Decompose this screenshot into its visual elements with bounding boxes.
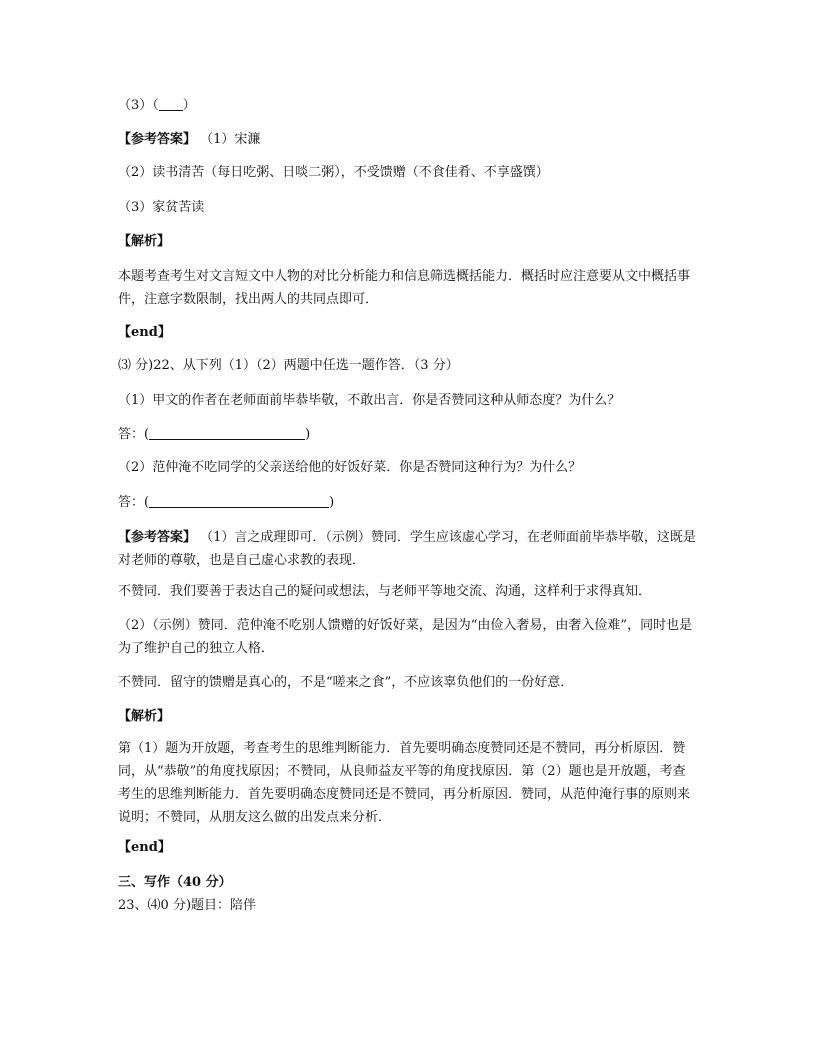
answer-22-line-1	[118, 526, 696, 572]
question-21-sub-3-suffix: ）	[182, 98, 196, 113]
answer-prefix-1: 答：(	[118, 427, 150, 442]
question-22-answer-line-2	[118, 490, 708, 516]
answer-21-line-3: （3）家贫苦读	[118, 200, 205, 215]
answer-22-line-2: 不赞同．我们要善于表达自己的疑问或想法，与老师平等地交流、沟通，这样利于求得真知．	[118, 584, 652, 599]
answer-21-text-1: （1）宋濂	[196, 132, 261, 147]
question-21-sub-3	[118, 93, 708, 119]
question-22-answer-line-1	[118, 422, 708, 448]
answer-blank-2[interactable]	[149, 493, 329, 508]
reference-answer-label-22: 【参考答案】	[118, 530, 197, 545]
answer-blank-1[interactable]	[149, 425, 305, 440]
answer-blank[interactable]	[159, 96, 183, 111]
analysis-22-end: 【end】	[118, 840, 171, 855]
question-22-title: ⑶ 分)22、从下列（1）（2）两题中任选一题作答．（3 分）	[118, 358, 459, 373]
reference-answer-label: 【参考答案】	[118, 132, 197, 147]
answer-22-line-4: 不赞同．留守的馈赠是真心的，不是“嗟来之食”，不应该辜负他们的一份好意．	[118, 675, 574, 690]
analysis-21-end: 【end】	[118, 325, 171, 340]
analysis-22-label: 【解析】	[118, 709, 171, 724]
analysis-22-text: 第（1）题为开放题，考查考生的思维判断能力．首先要明确态度赞同还是不赞同，再分析原因．赞同，从“恭敬”的角度找原因；不赞同，从良师益友平等的角度找原因．第（2）题也是开放题，考查考生的思维判断能力．首先要明确态度赞同还是不赞同，再分析原因．赞同，从范仲淹行事的原则来说明；不赞同，从朋友这么做的出发点来分析．	[118, 741, 691, 825]
answer-suffix-1: )	[305, 427, 311, 442]
answer-21-line-1	[118, 127, 708, 153]
analysis-21-text: 本题考查考生对文言短文中人物的对比分析能力和信息筛选概括能力．概括时应注意要从文中概括事件，注意字数限制，找出两人的共同点即可．	[118, 269, 691, 307]
analysis-21-label: 【解析】	[118, 234, 171, 249]
answer-suffix-2: )	[329, 495, 335, 510]
answer-prefix-2: 答：(	[118, 495, 150, 510]
answer-22-line-3: （2）（示例）赞同．范仲淹不吃别人馈赠的好饭好菜，是因为“由俭入奢易，由奢入俭难”，同时也是为了维护自己的独立人格．	[118, 618, 693, 656]
question-21-sub-3-prefix: （3）（	[118, 98, 159, 113]
question-22-sub-1: （1）甲文的作者在老师面前毕恭毕敬，不敢出言．你是否赞同这种从师态度？为什么？	[118, 393, 621, 408]
question-23: 23、⑷0 分)题目：陪伴	[118, 898, 257, 913]
question-22-sub-2: （2）范仲淹不吃同学的父亲送给他的好饭好菜．你是否赞同这种行为？为什么？	[118, 460, 582, 475]
answer-22-text-1: （1）言之成理即可．（示例）赞同．学生应该虚心学习，在老师面前毕恭毕敬，这既是对老师的尊敬，也是自己虚心求教的表现．	[118, 530, 696, 568]
answer-21-line-2: （2）读书清苦（每日吃粥、日啖二粥），不受馈赠（不食佳肴、不享盛馔）	[118, 165, 549, 180]
section-3-title: 三、写作（40 分）	[118, 875, 232, 890]
